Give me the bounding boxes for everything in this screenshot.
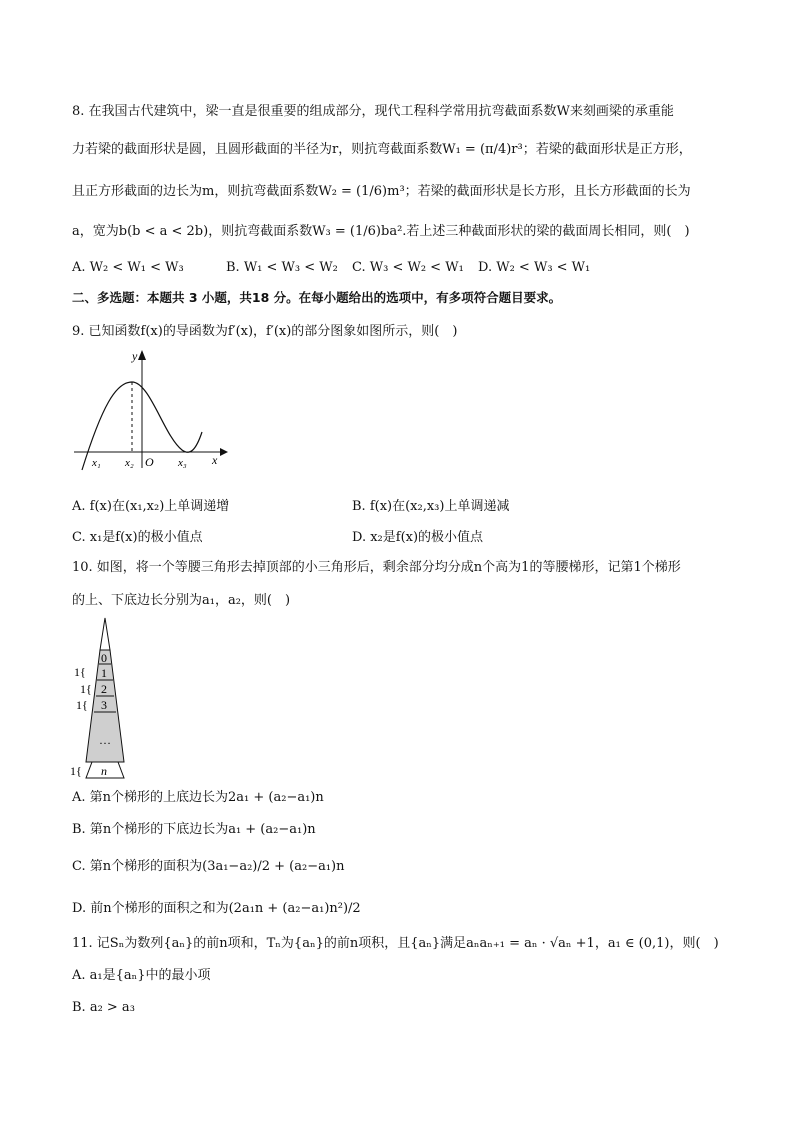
q8-stem-line-4: a，宽为b(b < a < 2b)，则抗弯截面系数W₃ = (1/6)ba².若上述三种截面形状的梁的截面周长相同，则( )	[72, 224, 690, 239]
q10-option-d: D. 前n个梯形的面积之和为(2a₁n + (a₂−a₁)n²)/2	[72, 901, 361, 916]
q9-x2-label: x₂	[125, 457, 134, 469]
q10-option-b: B. 第n个梯形的下底边长为a₁ + (a₂−a₁)n	[72, 822, 316, 837]
q9-x-axis-label: x	[212, 453, 218, 467]
q8-option-a: A. W₂ < W₁ < W₃	[72, 260, 184, 275]
q8-stem-line-3: 且正方形截面的边长为m，则抗弯截面系数W₂ = (1/6)m³；若梁的截面形状是长方形，且长方形截面的长为	[72, 184, 691, 199]
q8-option-c: C. W₃ < W₂ < W₁	[352, 260, 464, 275]
q9-y-axis-label: y	[132, 349, 138, 363]
q11-option-b: B. a₂ > a₃	[72, 1000, 135, 1015]
q9-origin-label: O	[145, 455, 154, 469]
q9-option-c: C. x₁是f(x)的极小值点	[72, 530, 203, 545]
q10-trapezoid-figure	[70, 616, 140, 784]
q9-option-a: A. f(x)在(x₁,x₂)上单调递增	[72, 499, 230, 514]
q10-label-2: 2	[101, 682, 107, 696]
q10-label-0: 0	[101, 651, 107, 665]
q10-brace-2: 1{	[80, 682, 92, 696]
q9-x1-label: x₁	[92, 457, 101, 469]
q8-option-b: B. W₁ < W₃ < W₂	[226, 260, 338, 275]
q9-stem: 9. 已知函数f(x)的导函数为f′(x)，f′(x)的部分图象如图所示，则( )	[72, 324, 458, 339]
q10-brace-3: 1{	[76, 698, 88, 712]
q8-option-d: D. W₂ < W₃ < W₁	[478, 260, 591, 275]
q10-brace-n: 1{	[70, 764, 82, 778]
q9-x3-label: x₃	[178, 457, 187, 469]
q10-brace-1: 1{	[74, 665, 86, 679]
q8-stem-line-2: 力若梁的截面形状是圆，且圆形截面的半径为r，则抗弯截面系数W₁ = (π/4)r³；若梁的截面形状是正方形，	[72, 142, 692, 157]
q9-option-d: D. x₂是f(x)的极小值点	[352, 530, 484, 545]
q10-label-dots: …	[99, 733, 111, 747]
section-header-multi-choice: 二、多选题：本题共 3 小题，共18 分。在每小题给出的选项中，有多项符合题目要求。	[72, 290, 562, 305]
q10-stem-line-2: 的上、下底边长分别为a₁，a₂，则( )	[72, 593, 291, 608]
q10-label-n: n	[101, 764, 107, 778]
q10-label-3: 3	[101, 698, 107, 712]
q10-label-1: 1	[101, 666, 107, 680]
q11-option-a: A. a₁是{aₙ}中的最小项	[72, 968, 211, 983]
q11-stem: 11. 记Sₙ为数列{aₙ}的前n项和，Tₙ为{aₙ}的前n项积，且{aₙ}满足aₙaₙ₊₁ = aₙ · √aₙ +1，a₁ ∈ (0,1)，则( )	[72, 936, 719, 951]
q9-derivative-graph	[72, 346, 232, 472]
q10-option-a: A. 第n个梯形的上底边长为2a₁ + (a₂−a₁)n	[72, 790, 324, 805]
q9-option-b: B. f(x)在(x₂,x₃)上单调递减	[352, 499, 510, 514]
q10-stem-line-1: 10. 如图，将一个等腰三角形去掉顶部的小三角形后，剩余部分均分成n个高为1的等腰梯形，记第1个梯形	[72, 560, 681, 575]
q8-stem-line-1: 8. 在我国古代建筑中，梁一直是很重要的组成部分，现代工程科学常用抗弯截面系数W来刻画梁的承重能	[72, 104, 674, 119]
q10-option-c: C. 第n个梯形的面积为(3a₁−a₂)/2 + (a₂−a₁)n	[72, 859, 345, 874]
